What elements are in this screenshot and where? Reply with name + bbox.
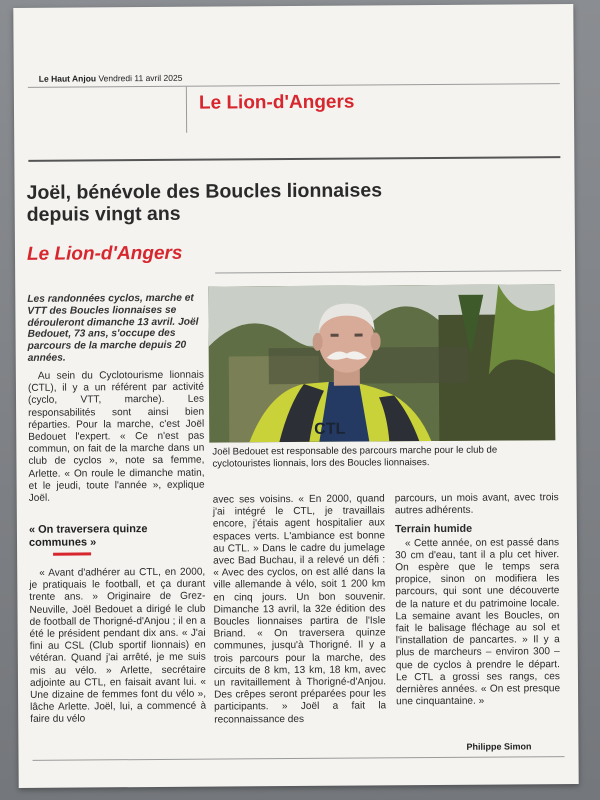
- masthead-divider: [186, 87, 187, 133]
- section-rule: [28, 156, 560, 161]
- intertitle-terrain: Terrain humide: [394, 523, 473, 536]
- column-2: [213, 493, 387, 726]
- body-paragraph: avec ses voisins. « En 2000, quand j'ai intégré le CTL, je travaillais encore, j'étais agent hospitalier aux espaces verts. L'ambiance est bonne au CTL. » Dans le cadre du jumelage avec Bad Buchau, il a relevé un défi : « Avec des cyclos, on est allé dans la ville allemande à vélo, soit 1 200 km en cinq jours. Un bon souvenir. Dimanche 13 avril, la 32e édition des Boucles lionnaises partira de l'Isle Briand. « On traversera quinze communes, jusqu'à Thorigné. Il y a trois parcours pour la marche, des circuits de 8 km, 13 km, 18 km, avec un ravitaillement à Thorigné-d'Anjou. Des crêpes seront préparées pour les participants. » Joël a fait la reconnaissance des: [212, 493, 387, 726]
- body-paragraph: Au sein du Cyclotourisme lionnais (CTL), il y a un référent par activité (cyclo, VTT, marche). Les responsabilités sont ainsi bien réparties. Pour la marche, c'est Joël Bedouet l'expert. « Ce n'est pas commun, on fait de la marche dans un club de cyclos », note sa femme, Arlette. « On roule le dimanche matin, et le jeudi, toute l'année », explique Joël.: [27, 369, 205, 504]
- issue-date: Vendredi 11 avril 2025: [98, 72, 183, 84]
- photo-illustration: [208, 284, 555, 442]
- author-signature: Philippe Simon: [466, 741, 532, 752]
- article-photo: [208, 284, 555, 442]
- bottom-rule: [33, 756, 565, 761]
- newspaper-clipping: [13, 4, 578, 788]
- jersey-text: CTL: [314, 420, 346, 438]
- body-paragraph: « Avant d'adhérer au CTL, en 2000, je pratiquais le football, et ça durant trente ans. » Originaire de Grez-Neuville, Joël Bedouet a dirigé le club de football de Thorigné-d'Anjou ; il en a été le président pendant dix ans. « J'ai fini au CSL (Club sportif lionnais) en vétéran. Quand j'ai arrêté, je me suis mis au vélo. » Arlette, secrétaire adjointe au CTL, en faisait avant lui. « Une dizaine de femmes font du vélo », lâche Arlette. Joël, lui, a commencé à faire du vélo: [29, 566, 207, 726]
- intertitle-communes: « On traversera quinze communes »: [28, 523, 148, 549]
- body-paragraph: « Cette année, on est passé dans 30 cm d'eau, tant il a plu cet hiver. On espère que le temps sera propice, sinon on modifiera les parcours, qui sont une découverte de la nature et du patrimoine locale. La semaine avant les Boucles, on fait le balisage fléchage au sol et l'installation de pancartes. » Il y a plus de marcheurs – environ 300 – que de cyclos à prendre le départ. Le CTL a grossi ses rangs, ces dernières années. « On est presque une cinquantaine. »: [395, 536, 561, 708]
- masthead-rule: [28, 83, 560, 88]
- body-paragraph: parcours, un mois avant, avec trois autres adhérents.: [394, 492, 559, 517]
- photo-caption: Joël Bedouet est responsable des parcours marche pour le club de cyclotouristes lionnais, lors des Boucles lionnaises.: [212, 444, 498, 470]
- column-1-paragraph: [28, 370, 205, 505]
- column-3: [395, 492, 561, 709]
- article-headline: Joël, bénévole des Boucles lionnaises depuis vingt ans: [26, 179, 383, 226]
- intertitle-red-bar: [53, 552, 91, 555]
- paper-name: Le Haut Anjou: [38, 73, 97, 84]
- dateline-rule: [215, 270, 561, 273]
- section-city: Le Lion-d'Angers: [198, 91, 355, 114]
- article-dateline: Le Lion-d'Angers: [26, 242, 183, 265]
- masthead: [39, 73, 183, 84]
- article-lead: Les randonnées cyclos, marche et VTT des Boucles lionnaises se dérouleront dimanche 13 avril. Joël Bedouet, 73 ans, s'occupe des parcours de la marche depuis 20 années.: [27, 292, 199, 364]
- column-1-quote-paragraph: [29, 567, 206, 727]
